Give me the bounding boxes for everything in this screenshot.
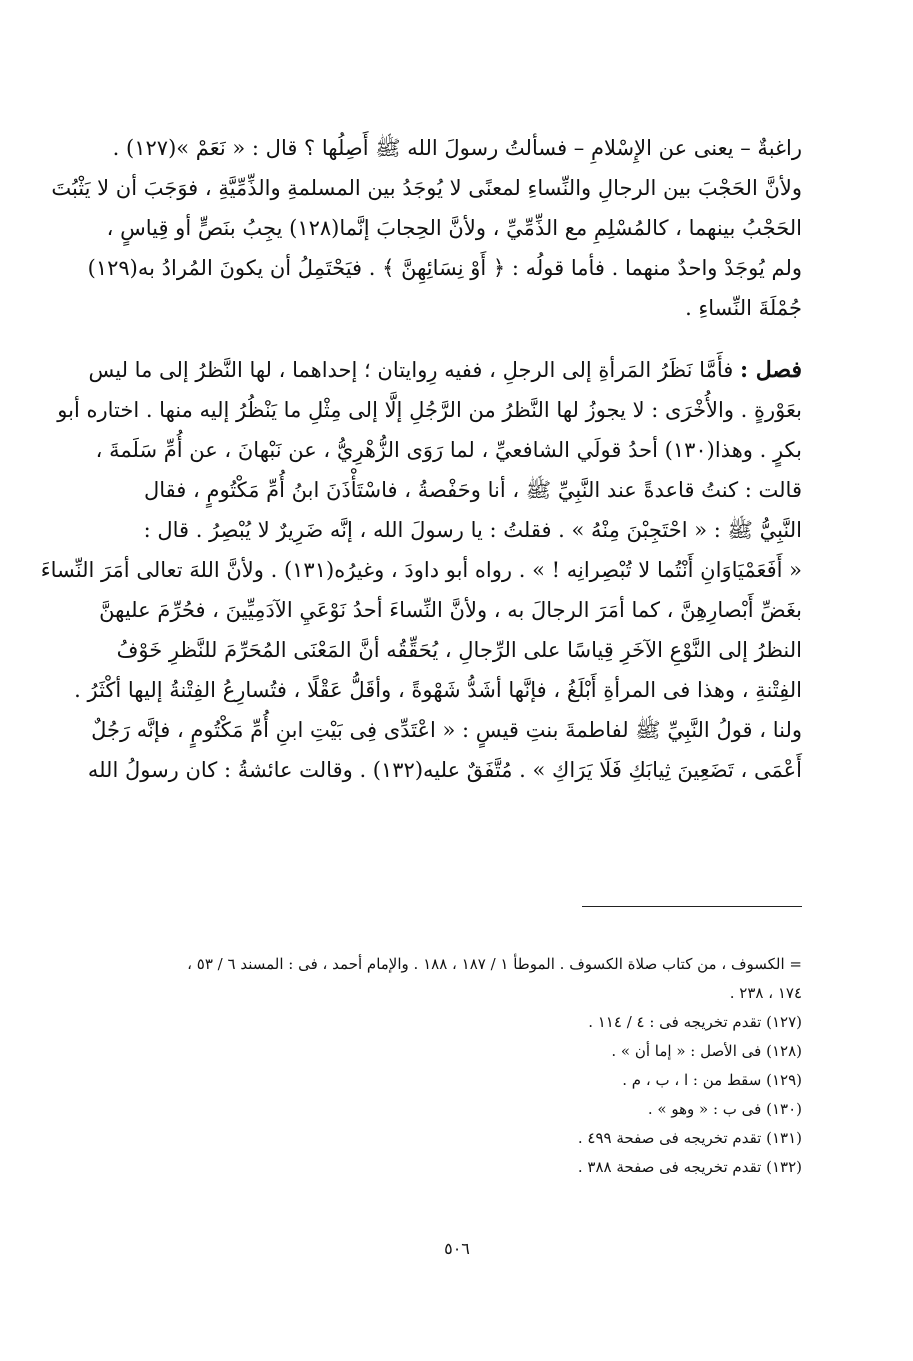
text-line-content: فأَمَّا نَظَرُ المَرأةِ إلى الرجلِ ، ففيه رِوايتان ؛ إحداهما ، لها النَّظرُ إلى ما ليس (88, 358, 734, 382)
text-line: بعَوْرةٍ . والأُخْرَى : لا يجوزُ لها النَّظرُ من الرَّجُلِ إلَّا إلى مِثْلِ ما يَنْظُرُ إليه منها . اختاره أبو (57, 398, 802, 422)
section-heading: فصل : (739, 357, 802, 383)
text-line: ولأنَّ الحَجْبَ بين الرجالِ والنِّساءِ لمعنًى لا يُوجَدُ بين المسلمةِ والذِّمِّيَّةِ ، فوَجَبَ أن لا يَثْبُتَ (51, 176, 802, 200)
footnote-line: (١٢٩) سقط من : ا ، ب ، م . (622, 1071, 802, 1089)
footnote-line: ١٧٤ ، ٢٣٨ . (729, 984, 802, 1002)
footnote-line: (١٣٢) تقدم تخريجه فى صفحة ٣٨٨ . (577, 1158, 802, 1176)
paragraph-gap (112, 328, 802, 350)
text-line: النظرُ إلى النَّوْعِ الآخَرِ قِياسًا على الرِّجالِ ، يُحَقِّقُه أنَّ المَعْنَى المُحَرِّمَ للنَّظرِ خَوْفُ (116, 638, 802, 662)
footnote-separator (582, 906, 802, 907)
footnote-line: (١٣٠) فى ب : « وهو » . (647, 1100, 802, 1118)
footnote-line: = الكسوف ، من كتاب صلاة الكسوف . الموطأ ١ / ١٨٧ ، ١٨٨ . والإمام أحمد ، فى : المسند ٦ / ٥٣ ، (187, 955, 802, 973)
text-line: « أَفَعَمْيَاوَانِ أَنْتُما لا تُبْصِرانِه ! » . رواه أبو داودَ ، وغيرُه(١٣١) . ولأنَّ اللهَ تعالى أمَرَ النِّساءَ (40, 558, 802, 582)
paragraph-1 (51, 128, 802, 328)
text-line: بغَضِّ أَبْصارِهِنَّ ، كما أمَرَ الرجالَ به ، ولأنَّ النِّساءَ أحدُ نَوْعَيِ الآدَمِيِّينَ ، فحُرِّمَ عليهنَّ (99, 598, 802, 622)
text-line: راغبةٌ – يعنى عن الإِسْلامِ – فسألتُ رسولَ الله ﷺ أَصِلُها ؟ قال : « نَعَمْ »(١٢٧) . (112, 136, 802, 160)
footnote-line: (١٢٨) فى الأصل : « إما أن » . (611, 1042, 802, 1060)
text-line: النَّبِيُّ ﷺ : « احْتَجِبْنَ مِنْهُ » . فقلتُ : يا رسولَ الله ، إنَّه ضَرِيرٌ لا يُبْصِرُ . قال : (143, 518, 802, 542)
footnote-line: (١٣١) تقدم تخريجه فى صفحة ٤٩٩ . (577, 1129, 802, 1147)
paragraph-2 (40, 350, 802, 790)
text-line: الحَجْبُ بينهما ، كالمُسْلِمِ مع الذِّمِّيِّ ، ولأنَّ الحِجابَ إنَّما(١٢٨) يجِبُ بنَصٍّ أو قِياسٍ ، (106, 216, 802, 240)
text-line: أَعْمَى ، تَضَعِينَ ثِيابَكِ فَلَا يَرَاكِ » . مُتَّفَقٌ عليه(١٣٢) . وقالت عائشةُ : كان رسولُ الله (87, 758, 802, 782)
text-line: جُمْلَةَ النِّساءِ . (685, 296, 802, 320)
text-line: ولم يُوجَدْ واحدٌ منهما . فأما قولُه : ﴿ أَوْ نِسَائِهِنَّ ﴾ . فيَحْتَمِلُ أن يكونَ المُرادُ به(١٢٩) (87, 256, 802, 280)
main-text (40, 128, 802, 790)
footnote-line: (١٢٧) تقدم تخريجه فى : ٤ / ١١٤ . (588, 1013, 802, 1031)
page-number: ٥٠٦ (444, 1239, 470, 1258)
footnotes (112, 950, 802, 1182)
text-line-first (88, 350, 802, 390)
text-line: بكرٍ . وهذا(١٣٠) أحدُ قولَي الشافعيِّ ، لما رَوَى الزُّهْرِيُّ ، عن نَبْهانَ ، عن أُمِّ سَلَمةَ ، (95, 438, 802, 462)
text-line: ولنا ، قولُ النَّبِيِّ ﷺ لفاطمةَ بنتِ قيسٍ : « اعْتَدِّى فِى بَيْتِ ابنِ أُمِّ مَكْتُومٍ ، فإنَّه رَجُلٌ (91, 718, 802, 742)
text-line: الفِتْنةِ ، وهذا فى المرأةِ أَبْلَغُ ، فإنَّها أشَدُّ شَهْوةً ، وأقَلُّ عَقْلًا ، فتُسارِعُ الفِتْنةُ إليها أكْثَرُ . (74, 678, 802, 702)
text-line: قالت : كنتُ قاعدةً عند النَّبِيِّ ﷺ ، أنا وحَفْصةُ ، فاسْتَأْذَنَ ابنُ أُمِّ مَكْتُومٍ ، فقال (144, 478, 802, 502)
